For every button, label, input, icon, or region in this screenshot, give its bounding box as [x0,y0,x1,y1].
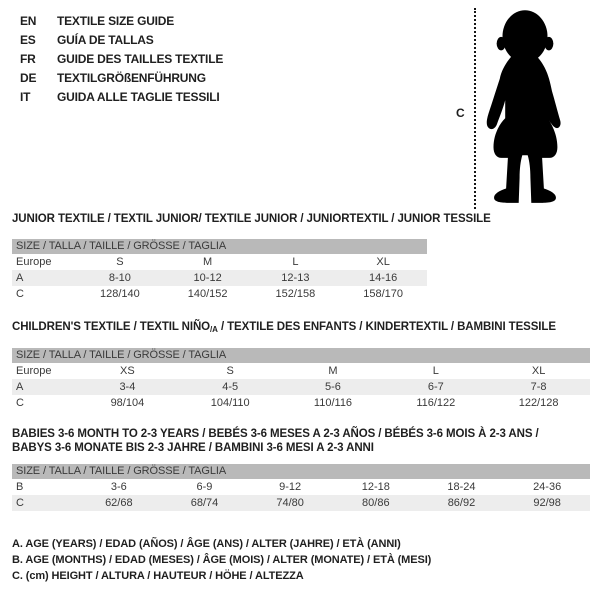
cell-value: L [292,256,299,268]
table-row [12,270,427,286]
language-code: ES [20,33,36,47]
cell-value: M [203,256,213,268]
cell-value: XS [120,365,135,377]
language-code: DE [20,71,37,85]
size-header-band: SIZE / TALLA / TAILLE / GRÖSSE / TAGLIA [12,348,590,363]
cell-value: 4-5 [179,379,282,395]
language-row [20,88,223,107]
row-label: A [12,270,76,286]
size-header-band: SIZE / TALLA / TAILLE / GRÖSSE / TAGLIA [12,464,590,479]
table-row [12,363,590,379]
table-row [12,254,427,270]
table-row [12,395,590,411]
language-code: IT [20,90,31,104]
cell-value: 7-8 [487,379,590,395]
cell-value: S [116,256,124,268]
cell-value: 80/86 [333,495,419,511]
table-row [12,286,427,302]
babies-title-line: BABIES 3-6 MONTH TO 2-3 YEARS / BEBÉS 3-6 MESES A 2-3 AÑOS / BÉBÉS 3-6 MOIS À 2-3 ANS / [12,428,539,440]
junior-size-table [12,254,427,302]
cell-value: S [226,365,234,377]
row-label: Europe [16,256,52,268]
cell-value: M [328,365,338,377]
cell-value: 12-18 [361,481,390,493]
cell-value: 3-6 [110,481,127,493]
babies-table-title [12,427,590,455]
cell-value: 152/158 [275,288,316,300]
cell-value: 158/170 [363,288,403,300]
note-age-months: B. AGE (MONTHS) / EDAD (MESES) / ÂGE (MOIS) / ALTER (MONATE) / ETÀ (MESI) [12,554,432,566]
children-size-table [12,363,590,411]
language-code: EN [20,14,37,28]
table-row [12,379,590,395]
cell-value: 122/128 [518,397,559,409]
language-title: GUIDA ALLE TAGLIE TESSILI [57,90,220,104]
children-title-subscript: /A [210,325,218,334]
babies-title-line: BABYS 3-6 MONATE BIS 2-3 JAHRE / BAMBINI 3-6 MESI A 2-3 ANNI [12,442,374,454]
children-textile-section [12,320,590,411]
cell-value: 5-6 [282,379,385,395]
junior-textile-section [12,212,491,302]
cell-value: 104/110 [210,397,250,409]
language-row [20,69,223,88]
row-label: A [12,379,76,395]
cell-value: 62/68 [76,495,162,511]
cell-value: 98/104 [110,397,145,409]
children-title-part: / TEXTILE DES ENFANTS / KINDERTEXTIL / BAMBINI TESSILE [217,321,556,333]
cell-value: 12-13 [252,270,340,286]
cell-value: 18-24 [447,481,476,493]
language-title: GUÍA DE TALLAS [57,33,154,47]
cell-value: 14-16 [339,270,427,286]
cell-value: 6-7 [384,379,487,395]
legend-notes [12,536,431,584]
cell-value: 3-4 [76,379,179,395]
cell-value: 6-9 [196,481,213,493]
language-title: TEXTILE SIZE GUIDE [57,14,175,28]
cell-value: L [432,365,439,377]
baby-silhouette-icon [480,6,570,209]
table-row [12,495,590,511]
children-title-part: CHILDREN'S TEXTILE / TEXTIL NIÑO [12,321,211,333]
language-code: FR [20,52,36,66]
cell-value: XL [376,256,390,268]
row-label: C [16,288,24,300]
language-title-list [20,12,223,107]
cell-value: 10-12 [164,270,252,286]
size-header-band: SIZE / TALLA / TAILLE / GRÖSSE / TAGLIA [12,239,427,254]
language-row [20,50,223,69]
babies-size-table [12,479,590,511]
language-row [20,12,223,31]
cell-value: 9-12 [279,481,302,493]
cell-value: 92/98 [504,495,590,511]
cell-value: 86/92 [419,495,505,511]
cell-value: XL [531,365,546,377]
cell-value: 116/122 [416,397,456,409]
note-age-years: A. AGE (YEARS) / EDAD (AÑOS) / ÂGE (ANS) / ALTER (JAHRE) / ETÀ (ANNI) [12,538,401,550]
cell-value: 24-36 [533,481,562,493]
row-label: B [16,481,24,493]
cell-value: 8-10 [76,270,164,286]
children-table-title [12,320,590,335]
note-height-cm: C. (cm) HEIGHT / ALTURA / HAUTEUR / HÖHE / ALTEZZA [12,570,304,582]
table-row [12,479,590,495]
cell-value: 110/116 [313,397,353,409]
row-label: C [16,397,24,409]
row-label: Europe [16,365,52,377]
language-row [20,31,223,50]
cell-value: 128/140 [99,288,140,300]
row-label: C [12,495,76,511]
language-title: GUIDE DES TAILLES TEXTILE [57,52,224,66]
cell-value: 68/74 [162,495,248,511]
cell-value: 74/80 [247,495,333,511]
cell-value: 140/152 [187,288,228,300]
height-measure-label: C [456,106,465,120]
language-title: TEXTILGRÖßENFÜHRUNG [57,71,206,85]
height-measure-dotted-line [474,8,476,209]
babies-textile-section [12,427,590,511]
junior-table-title: JUNIOR TEXTILE / TEXTIL JUNIOR/ TEXTILE JUNIOR / JUNIORTEXTIL / JUNIOR TESSILE [12,213,491,225]
